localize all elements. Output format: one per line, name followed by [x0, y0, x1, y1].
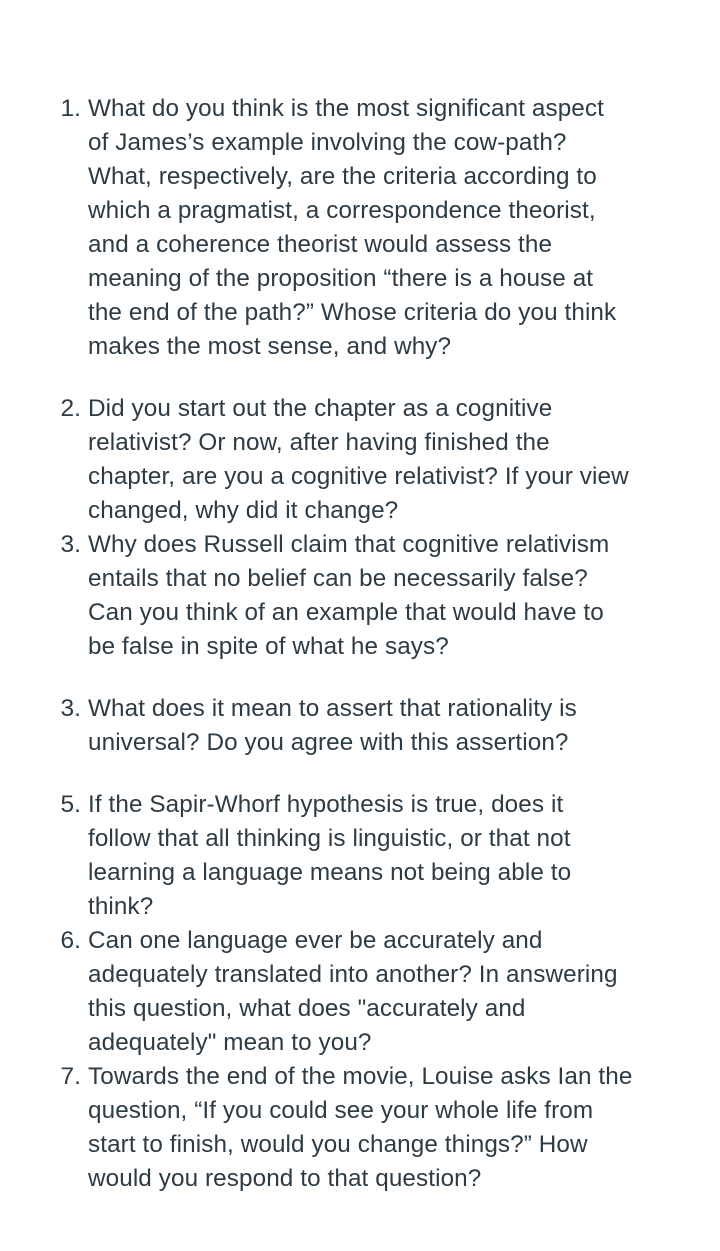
question-text	[88, 528, 720, 664]
question-text	[88, 1060, 720, 1196]
question-line: follow that all thinking is linguistic, or that not	[88, 825, 571, 852]
question-item	[0, 692, 720, 760]
question-line: What does it mean to assert that rationality is	[88, 695, 577, 722]
question-text	[88, 788, 720, 924]
question-number: 3.	[60, 695, 88, 722]
question-line: Towards the end of the movie, Louise asks Ian the	[88, 1063, 633, 1090]
question-number: 2.	[60, 395, 88, 422]
question-line: of James’s example involving the cow-path?	[88, 129, 567, 156]
question-line: question, “If you could see your whole life from	[88, 1097, 594, 1124]
question-line: adequately" mean to you?	[88, 1029, 372, 1056]
question-number: 3.	[60, 531, 88, 558]
question-line: What, respectively, are the criteria according to	[88, 163, 597, 190]
question-line: would you respond to that question?	[88, 1165, 482, 1192]
question-item	[0, 392, 720, 528]
question-number: 1.	[60, 95, 88, 122]
question-line: Why does Russell claim that cognitive relativism	[88, 531, 610, 558]
question-list	[0, 92, 720, 1196]
question-line: think?	[88, 893, 154, 920]
question-line: meaning of the proposition “there is a house at	[88, 265, 594, 292]
question-line: makes the most sense, and why?	[88, 333, 452, 360]
question-number: 5.	[60, 791, 88, 818]
question-line: chapter, are you a cognitive relativist? If your view	[88, 463, 629, 490]
question-line: What do you think is the most significant aspect	[88, 95, 604, 122]
question-line: relativist? Or now, after having finished the	[88, 429, 550, 456]
question-line: Can one language ever be accurately and	[88, 927, 543, 954]
question-line: universal? Do you agree with this assertion?	[88, 729, 569, 756]
question-line: changed, why did it change?	[88, 497, 399, 524]
question-line: and a coherence theorist would assess the	[88, 231, 553, 258]
question-line: Can you think of an example that would have to	[88, 599, 604, 626]
question-item	[0, 528, 720, 664]
question-line: this question, what does "accurately and	[88, 995, 526, 1022]
question-text	[88, 924, 720, 1060]
question-text	[88, 692, 720, 760]
question-item	[0, 1060, 720, 1196]
question-item	[0, 92, 720, 364]
question-number: 6.	[60, 927, 88, 954]
question-line: entails that no belief can be necessarily false?	[88, 565, 588, 592]
question-item	[0, 788, 720, 924]
question-text	[88, 92, 720, 364]
question-line: be false in spite of what he says?	[88, 633, 449, 660]
question-line: Did you start out the chapter as a cognitive	[88, 395, 553, 422]
question-number: 7.	[60, 1063, 88, 1090]
question-item	[0, 924, 720, 1060]
question-line: learning a language means not being able to	[88, 859, 572, 886]
question-line: the end of the path?” Whose criteria do you think	[88, 299, 617, 326]
question-text	[88, 392, 720, 528]
question-line: which a pragmatist, a correspondence theorist,	[88, 197, 596, 224]
question-line: start to finish, would you change things?” How	[88, 1131, 588, 1158]
question-line: If the Sapir-Whorf hypothesis is true, does it	[88, 791, 564, 818]
question-line: adequately translated into another? In answering	[88, 961, 618, 988]
